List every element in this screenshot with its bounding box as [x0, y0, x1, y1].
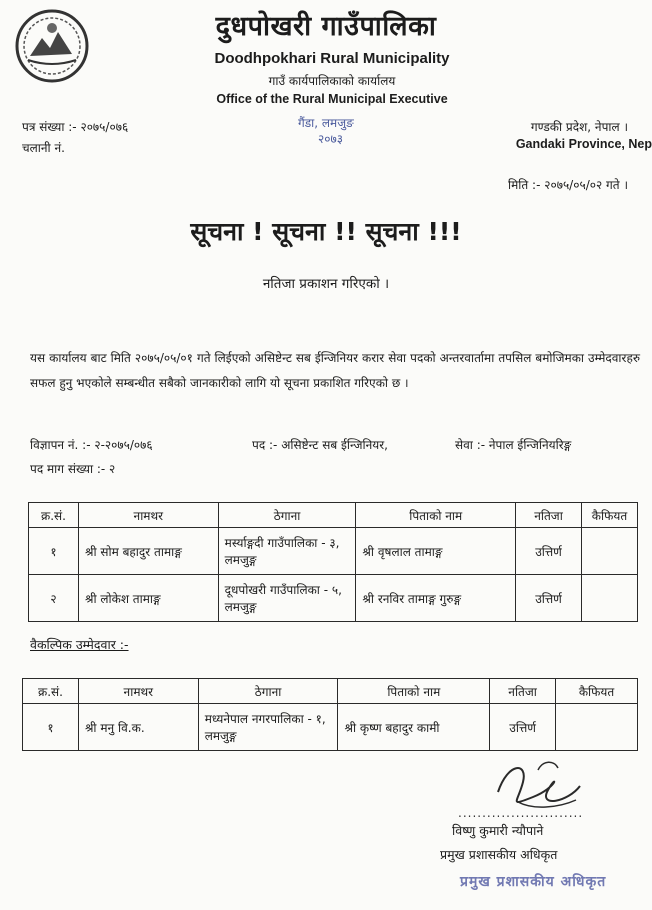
signature-line: ..........................: [458, 806, 584, 820]
table-row: [29, 528, 638, 575]
header-address: ठेगाना: [218, 503, 356, 528]
header-remarks: कैफियत: [581, 503, 637, 528]
advert-post: पद :- असिष्टेन्ट सब ईन्जिनियर,: [252, 438, 388, 452]
stamp-year: २०७३: [318, 132, 343, 146]
province-nepali: गण्डकी प्रदेश, नेपाल ।: [530, 120, 628, 134]
alternate-candidates-heading: वैकल्पिक उम्मेदवार :-: [30, 637, 129, 652]
office-name-nepali: गाउँ कार्यपालिकाको कार्यालय: [268, 74, 396, 88]
dispatch-number: चलानी नं.: [22, 141, 65, 155]
notice-title: सूचना ! सूचना !! सूचना !!!: [190, 217, 462, 246]
table-header-row: [23, 679, 638, 704]
reference-number: पत्र संख्या :- २०७५/०७६: [22, 120, 129, 134]
cell-sn: १: [23, 704, 79, 751]
province-english: Gandaki Province, Nep: [515, 137, 652, 151]
cell-result: उत्तिर्ण: [490, 704, 556, 751]
cell-father: श्री वृषलाल तामाङ्ग: [356, 528, 516, 575]
officer-stamp: प्रमुख प्रशासकीय अधिकृत: [460, 874, 607, 890]
table-header-row: [29, 503, 638, 528]
header-father: पिताको नाम: [356, 503, 516, 528]
header-result: नतिजा: [490, 679, 556, 704]
advert-service: सेवा :- नेपाल ईन्जिनियरिङ्ग: [455, 438, 572, 452]
office-stamp: [290, 100, 410, 154]
header-father: पिताको नाम: [338, 679, 490, 704]
cell-remarks: [556, 704, 638, 751]
cell-address: मध्यनेपाल नगरपालिका - १, लमजुङ्ग: [198, 704, 338, 751]
cell-father: श्री रनविर तामाङ्ग गुरुङ्ग: [356, 575, 516, 622]
cell-sn: २: [29, 575, 79, 622]
results-table: [28, 502, 638, 622]
signatory-title: प्रमुख प्रशासकीय अधिकृत: [440, 847, 558, 862]
cell-remarks: [581, 575, 637, 622]
cell-father: श्री कृष्ण बहादुर कामी: [338, 704, 490, 751]
cell-remarks: [581, 528, 637, 575]
cell-address: मर्स्याङ्गदी गाउँपालिका - ३, लमजुङ्ग: [218, 528, 356, 575]
cell-address: दूधपोखरी गाउँपालिका - ५, लमजुङ्ग: [218, 575, 356, 622]
alternate-results-table: [22, 678, 638, 751]
header-address: ठेगाना: [198, 679, 338, 704]
advert-number: विज्ञापन नं. :- २-२०७५/०७६: [30, 438, 153, 452]
cell-name: श्री सोम बहादुर तामाङ्ग: [78, 528, 218, 575]
municipality-name-english: Doodhpokhari Rural Municipality: [214, 50, 450, 67]
table-row: [29, 575, 638, 622]
header-result: नतिजा: [516, 503, 582, 528]
cell-sn: १: [29, 528, 79, 575]
letter-date: मिति :- २०७५/०५/०२ गते ।: [507, 178, 628, 192]
header-sn: क्र.सं.: [29, 503, 79, 528]
table-row: [23, 704, 638, 751]
notice-paragraph: यस कार्यालय बाट मिति २०७५/०५/०१ गते लिईएको असिष्टेन्ट सब ईन्जिनियर करार सेवा पदको अन्तरवार्तामा तपसिल बमोजिमका उम्मेदवारहरु सफल हुनु भएकोले सम्बन्धीत सबैको जानकारीको लागि यो सूचना प्रकाशित गरिएको छ ।: [30, 351, 640, 390]
cell-result: उत्तिर्ण: [516, 528, 582, 575]
cell-name: श्री लोकेश तामाङ्ग: [78, 575, 218, 622]
header-name: नामथर: [78, 679, 198, 704]
header-remarks: कैफियत: [556, 679, 638, 704]
cell-name: श्री मनु वि.क.: [78, 704, 198, 751]
cell-result: उत्तिर्ण: [516, 575, 582, 622]
header-sn: क्र.सं.: [23, 679, 79, 704]
stamp-address: गैंडा, लमजुङ: [298, 116, 354, 130]
advert-demand: पद माग संख्या :- २: [30, 462, 116, 476]
header-name: नामथर: [78, 503, 218, 528]
municipality-name-nepali: दुधपोखरी गाउँपालिका: [215, 11, 437, 42]
signatory-name: विष्णु कुमारी न्यौपाने: [452, 823, 544, 838]
notice-subtitle: नतिजा प्रकाशन गरिएको ।: [262, 276, 390, 292]
office-name-english: Office of the Rural Municipal Executive: [216, 92, 448, 106]
